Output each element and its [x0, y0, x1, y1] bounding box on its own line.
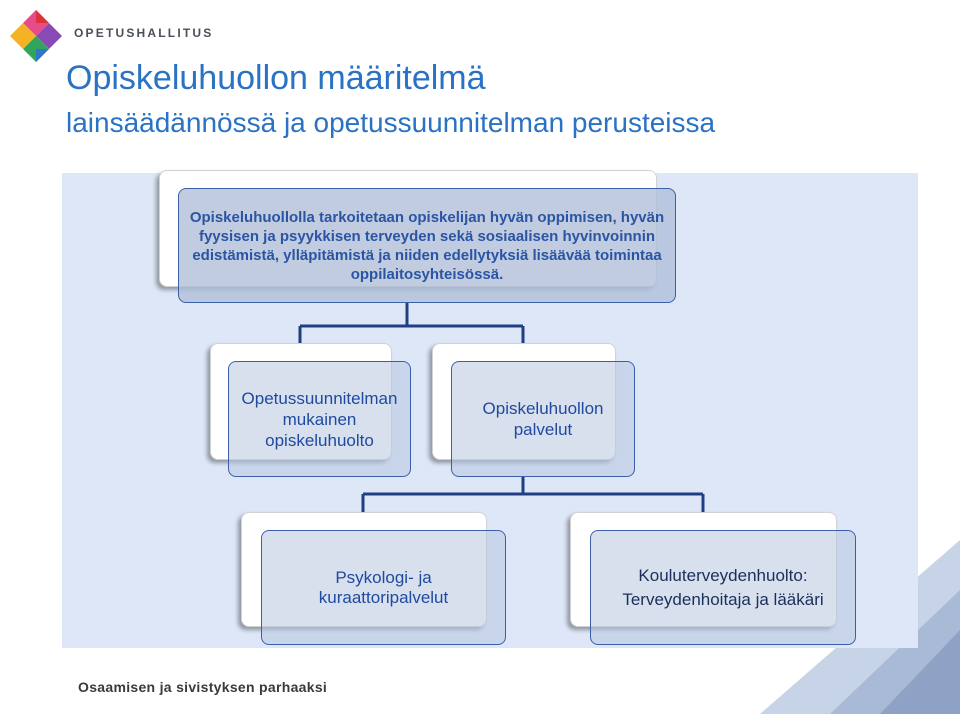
left-branch-text: Opetussuunnitelman mukainen opiskeluhuolto — [241, 388, 398, 450]
left-branch-node — [228, 361, 411, 477]
child-2-node — [590, 530, 856, 645]
right-branch-node — [451, 361, 635, 477]
root-node — [178, 188, 676, 303]
child-2-line-1: Kouluterveydenhuolto: — [638, 565, 808, 585]
slide-subtitle: lainsäädännössä ja opetussuunnitelman perusteissa — [66, 107, 716, 138]
right-branch-text: Opiskeluhuollon palvelut — [482, 399, 604, 439]
root-node-text: Opiskeluhuollolla tarkoitetaan opiskelijan hyvän oppimisen, hyvän fyysisen ja psyykkisen terveyden sekä sosiaalisen hyvinvoinnin edistämistä, ylläpitämistä ja niiden edellytyksiä lisäävää toimintaa oppilaitosyhteisössä. — [189, 208, 665, 283]
child-1-text: Psykologi- ja kuraattoripalvelut — [318, 567, 449, 607]
footer-slogan: Osaamisen ja sivistyksen parhaaksi — [78, 679, 328, 695]
child-1-node — [261, 530, 506, 645]
child-2-line-2: Terveydenhoitaja ja lääkäri — [622, 589, 824, 609]
slide-title: Opiskeluhuollon määritelmä — [66, 59, 486, 97]
brand-name: OPETUSHALLITUS — [74, 26, 214, 40]
